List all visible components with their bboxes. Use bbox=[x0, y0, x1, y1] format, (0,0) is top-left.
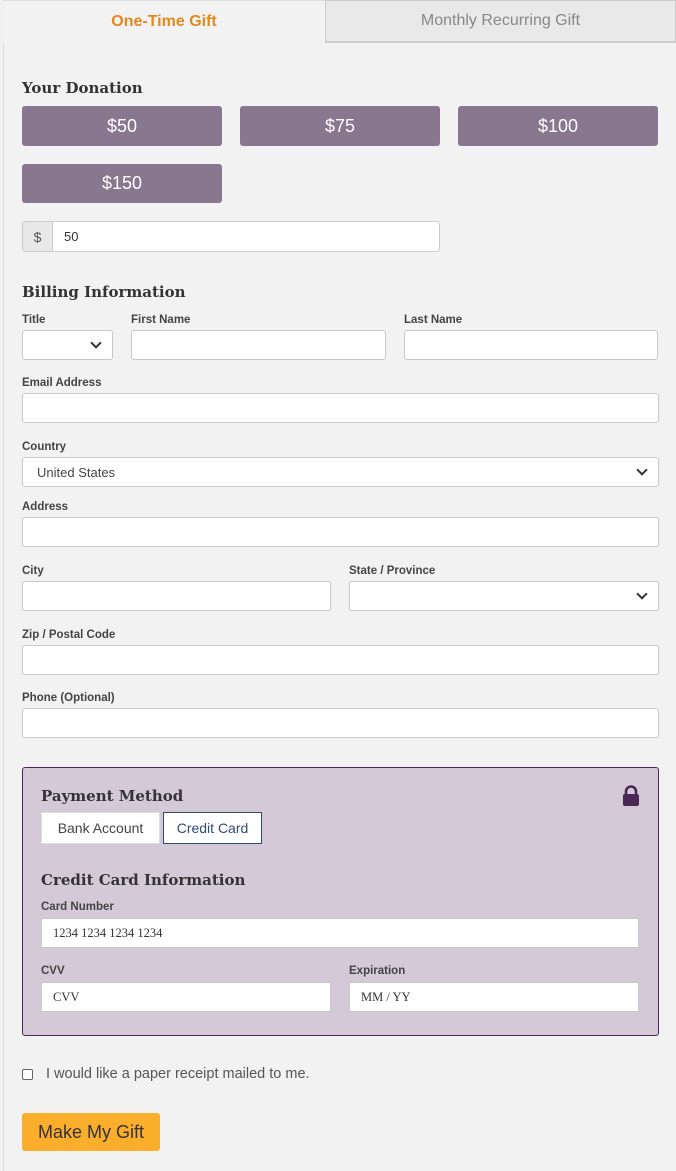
city-label: City bbox=[22, 565, 44, 577]
paper-receipt-checkbox[interactable] bbox=[22, 1069, 33, 1080]
chevron-down-icon bbox=[636, 464, 647, 475]
tab-one-time-gift[interactable]: One-Time Gift bbox=[3, 0, 325, 43]
custom-amount-input[interactable]: 50 bbox=[64, 229, 79, 244]
amount-50-button[interactable]: $50 bbox=[22, 106, 222, 146]
your-donation-heading: Your Donation bbox=[22, 79, 143, 97]
zip-input[interactable] bbox=[22, 645, 659, 675]
tab-monthly-recurring-gift[interactable]: Monthly Recurring Gift bbox=[325, 0, 676, 43]
cvv-label: CVV bbox=[41, 965, 65, 977]
cvv-input[interactable]: CVV bbox=[41, 982, 331, 1012]
first-name-input[interactable] bbox=[131, 330, 386, 360]
credit-card-information-heading: Credit Card Information bbox=[41, 871, 246, 889]
zip-label: Zip / Postal Code bbox=[22, 629, 116, 641]
card-number-input[interactable]: 1234 1234 1234 1234 bbox=[41, 918, 639, 948]
chevron-down-icon bbox=[636, 588, 647, 599]
card-number-label: Card Number bbox=[41, 901, 114, 913]
state-select[interactable] bbox=[349, 581, 659, 611]
phone-label: Phone (Optional) bbox=[22, 692, 115, 704]
country-select[interactable] bbox=[22, 457, 659, 487]
email-label: Email Address bbox=[22, 377, 102, 389]
amount-100-button[interactable]: $100 bbox=[458, 106, 658, 146]
chevron-down-icon bbox=[90, 337, 101, 348]
state-label: State / Province bbox=[349, 565, 436, 577]
last-name-label: Last Name bbox=[404, 314, 463, 326]
paper-receipt-option[interactable] bbox=[22, 1066, 310, 1082]
payment-method-panel bbox=[22, 767, 659, 1036]
expiration-label: Expiration bbox=[349, 965, 406, 977]
payment-method-heading: Payment Method bbox=[41, 787, 184, 805]
first-name-label: First Name bbox=[131, 314, 191, 326]
address-label: Address bbox=[22, 501, 69, 513]
gift-type-tabs bbox=[3, 0, 676, 43]
country-value: United States bbox=[37, 464, 116, 480]
custom-amount-field[interactable] bbox=[22, 221, 440, 252]
credit-card-button[interactable]: Credit Card bbox=[163, 812, 262, 844]
make-my-gift-button[interactable]: Make My Gift bbox=[22, 1113, 160, 1151]
amount-75-button[interactable]: $75 bbox=[240, 106, 440, 146]
currency-prefix: $ bbox=[23, 222, 53, 251]
bank-account-button[interactable]: Bank Account bbox=[41, 812, 160, 844]
title-select[interactable] bbox=[22, 330, 113, 360]
billing-information-heading: Billing Information bbox=[22, 283, 186, 301]
city-input[interactable] bbox=[22, 581, 331, 611]
phone-input[interactable] bbox=[22, 708, 659, 738]
paper-receipt-label: I would like a paper receipt mailed to me. bbox=[46, 1066, 310, 1082]
address-input[interactable] bbox=[22, 517, 659, 547]
email-input[interactable] bbox=[22, 393, 659, 423]
last-name-input[interactable] bbox=[404, 330, 658, 360]
title-label: Title bbox=[22, 314, 46, 326]
expiration-input[interactable]: MM / YY bbox=[349, 982, 639, 1012]
amount-150-button[interactable]: $150 bbox=[22, 164, 222, 203]
country-label: Country bbox=[22, 441, 67, 453]
lock-icon bbox=[621, 785, 641, 807]
